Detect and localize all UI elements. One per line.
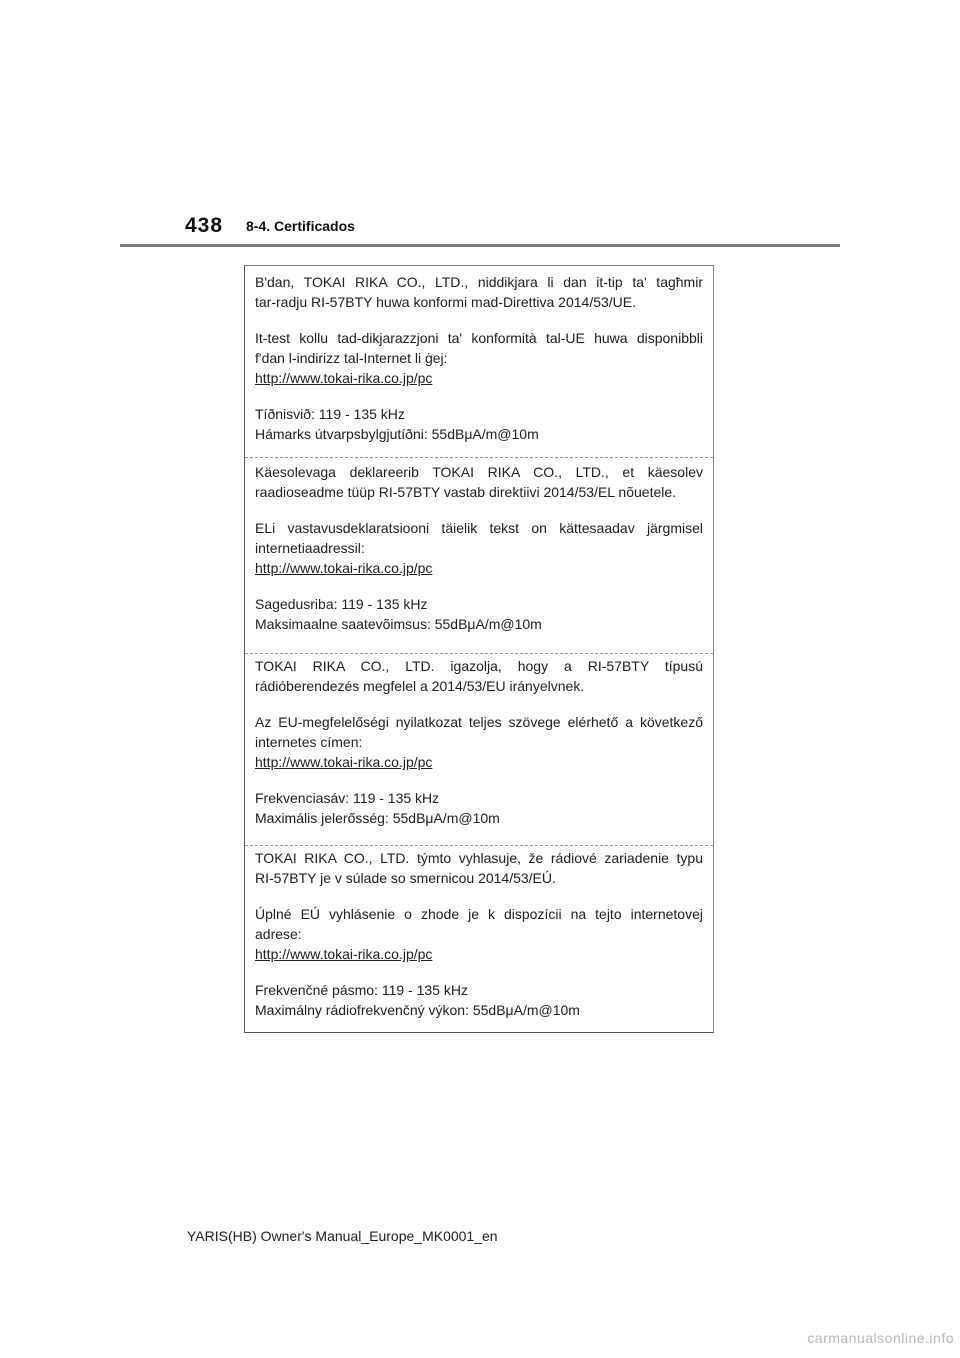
certificate-link[interactable]: http://www.tokai-rika.co.jp/pc <box>255 946 433 962</box>
full-text-line: f'dan l-indirizz tal-Internet li ġej: <box>255 350 448 366</box>
full-text-line: Az EU-megfelelőségi nyilatkozat teljes szövege elérhető a következő <box>255 714 703 730</box>
page-number: 438 <box>185 214 224 237</box>
frequency-text: Sagedusriba: 119 - 135 kHz <box>255 596 428 612</box>
power-text: Maksimaalne saatevõimsus: 55dBμA/m@10m <box>255 616 542 632</box>
power-text: Hámarks útvarpsbylgjutíðni: 55dBμA/m@10m <box>255 426 539 442</box>
statement-line: RI-57BTY je v súlade so smernicou 2014/53/EÚ. <box>255 870 556 886</box>
full-text-line: It-test kollu tad-dikjarazzjoni ta' konformità tal-UE huwa disponibbli <box>255 330 703 346</box>
header-rule <box>120 244 840 247</box>
full-text-line: Úplné EÚ vyhlásenie o zhode je k dispozícii na tejto internetovej <box>255 906 703 922</box>
certificate-estonian <box>245 457 713 652</box>
full-text-line: adrese: <box>255 926 302 942</box>
full-text-line: ELi vastavusdeklaratsiooni täielik tekst on kättesaadav järgmisel <box>255 520 703 536</box>
certificate-slovak <box>245 845 713 1031</box>
certificate-link[interactable]: http://www.tokai-rika.co.jp/pc <box>255 754 433 770</box>
power-text: Maximálny rádiofrekvenčný výkon: 55dBμA/m@10m <box>255 1002 580 1018</box>
statement-line: TOKAI RIKA CO., LTD. igazolja, hogy a RI-57BTY típusú <box>255 658 703 674</box>
certificate-maltese <box>245 266 713 456</box>
full-text-line: internetes címen: <box>255 734 363 750</box>
certificate-hungarian <box>245 653 713 845</box>
frequency-text: Tíðnisvið: 119 - 135 kHz <box>255 406 405 422</box>
power-text: Maximális jelerősség: 55dBμA/m@10m <box>255 810 500 826</box>
certificate-box <box>244 265 714 1033</box>
statement-line: rádióberendezés megfelel a 2014/53/EU irányelvnek. <box>255 678 585 694</box>
certificate-link[interactable]: http://www.tokai-rika.co.jp/pc <box>255 560 433 576</box>
footer-manual-id: YARIS(HB) Owner's Manual_Europe_MK0001_en <box>187 1228 498 1244</box>
statement-line: tar-radju RI-57BTY huwa konformi mad-Direttiva 2014/53/UE. <box>255 294 637 310</box>
watermark: carmanualsonline.info <box>807 1330 954 1346</box>
certificate-link[interactable]: http://www.tokai-rika.co.jp/pc <box>255 370 433 386</box>
statement-line: TOKAI RIKA CO., LTD. týmto vyhlasuje, že rádiové zariadenie typu <box>255 850 703 866</box>
frequency-text: Frekvenciasáv: 119 - 135 kHz <box>255 790 440 806</box>
statement-line: raadioseadme tüüp RI-57BTY vastab direktiivi 2014/53/EL nõuetele. <box>255 484 677 500</box>
full-text-line: internetiaadressil: <box>255 540 365 556</box>
section-title: 8-4. Certificados <box>246 218 355 234</box>
frequency-text: Frekvenčné pásmo: 119 - 135 kHz <box>255 982 468 998</box>
statement-line: B'dan, TOKAI RIKA CO., LTD., niddikjara li dan it-tip ta' tagħmir <box>255 274 703 290</box>
statement-line: Käesolevaga deklareerib TOKAI RIKA CO., LTD., et käesolev <box>255 464 703 480</box>
